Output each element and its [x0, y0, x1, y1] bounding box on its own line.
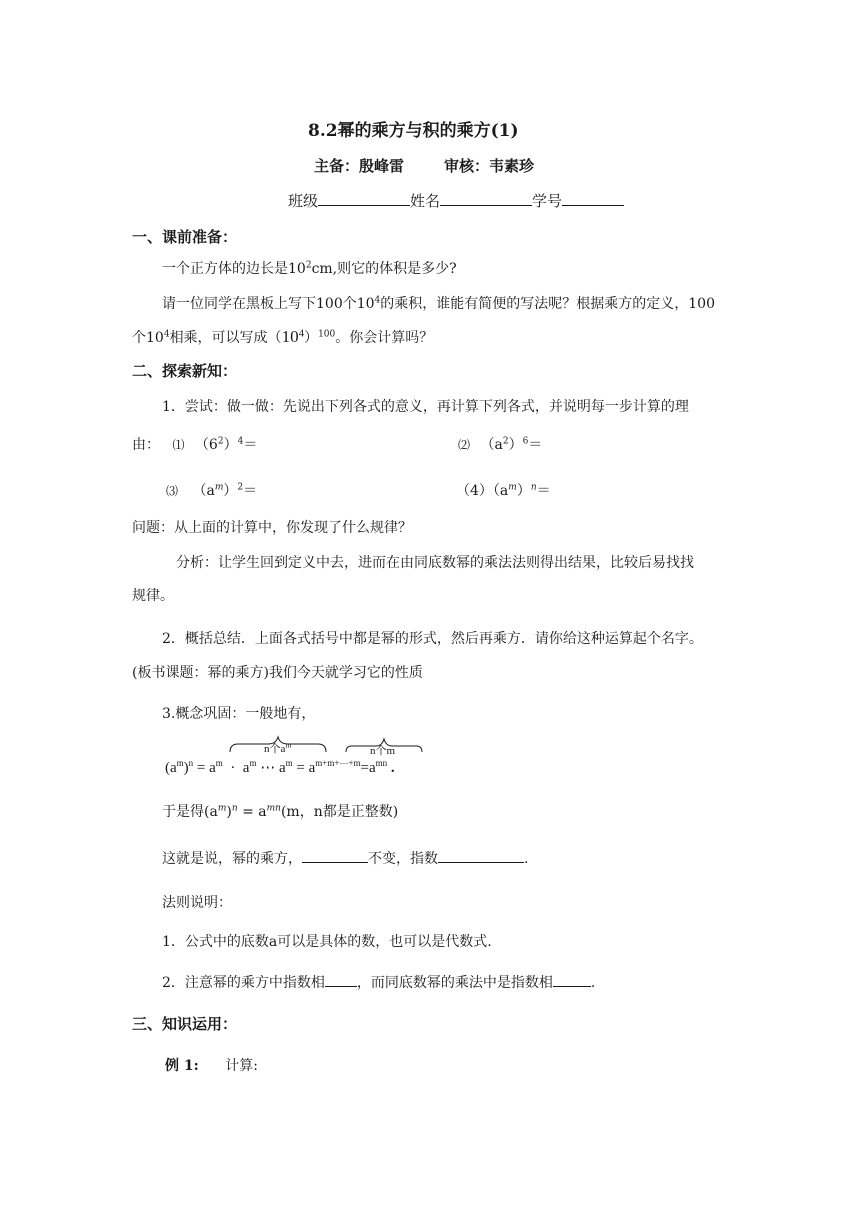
exercise-exponent: 2: [502, 436, 509, 447]
author-review: 审核：韦素珍: [444, 157, 535, 175]
prep-exponent: 2: [305, 260, 312, 271]
info-line: [288, 190, 624, 211]
analysis-line-1: 分析：让学生回到定义中去，进而在由同底数幂的乘法法则得出结果，比较后易找找: [176, 555, 694, 571]
prep-exponent: 100: [318, 329, 336, 340]
prep-text: 个10: [132, 330, 164, 346]
name-blank[interactable]: [440, 191, 532, 206]
analysis-line-2: 规律。: [132, 588, 174, 604]
saying-line: [162, 848, 528, 868]
exercise-expression: ）: [223, 437, 238, 453]
explore-item-2-line-2: (板书课题：幂的乘方)我们今天就学习它的性质: [132, 665, 423, 681]
therefore-exponent: mn: [266, 803, 281, 814]
exercise-exponent: 6: [522, 436, 529, 447]
add-blank[interactable]: [553, 972, 591, 987]
prep-exponent: 4: [374, 295, 381, 306]
multiply-blank[interactable]: [325, 972, 357, 987]
therefore-exponent: n: [231, 803, 238, 814]
section-heading-1: 一、课前准备：: [132, 228, 238, 246]
exercise-label: （4）: [456, 483, 493, 499]
prep-text: 。你会计算吗？: [335, 330, 434, 346]
class-label: 班级: [288, 192, 319, 210]
power-exponent: 4: [298, 327, 305, 340]
rule-title: 法则说明：: [162, 895, 232, 911]
exercise-2: [458, 434, 542, 454]
overbrace-left: [230, 737, 326, 752]
exercise-expression: ）: [223, 483, 238, 499]
power-base: 10: [281, 327, 299, 346]
exercise-row-1: [132, 434, 257, 454]
saying-text: 这就是说，幂的乘方，: [162, 851, 302, 867]
exercise-exponent: 2: [237, 482, 244, 493]
exercise-3: [166, 480, 257, 500]
explore-item-1: 1．尝试：做一做：先说出下列各式的意义，再计算下列各式，并说明每一步计算的理: [162, 399, 689, 415]
exercise-expression: （a: [492, 483, 509, 499]
exercise-label: ⑴: [172, 438, 185, 452]
section-heading-3: 三、知识运用：: [132, 1015, 238, 1033]
section-heading-2: 二、探索新知：: [132, 362, 238, 380]
therefore-text: ): [226, 804, 232, 820]
saying-text: .: [524, 851, 529, 867]
exercise-label: ⑵: [458, 438, 471, 452]
number-blank[interactable]: [562, 191, 624, 206]
exercise-expression: （a: [192, 483, 215, 499]
exponent-blank[interactable]: [438, 848, 524, 863]
base-blank[interactable]: [302, 848, 368, 863]
exercise-expression: （a: [480, 437, 503, 453]
exercise-expression: （6: [194, 437, 218, 453]
question-text: 问题：从上面的计算中，你发现了什么规律？: [132, 520, 412, 536]
exercise-exponent: m: [508, 482, 517, 493]
rule-text: ，而同底数幂的乘法中是指数相: [356, 975, 553, 991]
example-label: 例 1:: [165, 1058, 199, 1074]
exercise-exponent: 2: [217, 436, 224, 447]
exercise-4: [456, 480, 551, 500]
prep-paragraph-2: [162, 293, 715, 313]
overbrace-right: [346, 739, 422, 752]
exercise-expression: ）: [508, 437, 523, 453]
exercise-label: ⑶: [166, 484, 179, 498]
prep-text: ）: [304, 330, 319, 346]
brace-text: n个a: [264, 743, 286, 755]
therefore-exponent: m: [217, 803, 227, 814]
rule-text: 2．注意幂的乘方中指数相: [162, 975, 325, 991]
page-title: 8.2幂的乘方与积的乘方(1): [308, 121, 519, 141]
therefore-text: (m，n都是正整数): [280, 804, 399, 820]
exercise-equals: ＝: [243, 437, 258, 453]
exercise-exponent: m: [214, 482, 224, 493]
compute-label: 计算:: [225, 1058, 258, 1074]
brace-label-left: [264, 740, 292, 756]
exercise-exponent: n: [530, 482, 537, 493]
reason-label: 由：: [132, 437, 160, 453]
therefore-text: 于是得(a: [162, 804, 218, 820]
prep-paragraph-3: [132, 327, 433, 347]
number-label: 学号: [532, 192, 563, 210]
rule-2: [162, 972, 595, 992]
name-label: 姓名: [410, 192, 441, 210]
class-blank[interactable]: [318, 191, 410, 206]
therefore-line: [162, 801, 398, 821]
brace-label-right: n个m: [370, 745, 396, 757]
prep-text: 的乘积，谁能有简便的写法呢？根据乘方的定义，100: [380, 296, 716, 312]
brace-exponent: m: [285, 740, 292, 750]
author-main: 主备：殷峰雷: [314, 157, 405, 175]
explore-item-3: 3.概念巩固：一般地有，: [162, 706, 316, 722]
rule-text: .: [590, 975, 596, 991]
exercise-exponent: 4: [237, 436, 244, 447]
example-line: [165, 1055, 258, 1075]
exercise-equals: ＝: [243, 483, 258, 499]
prep-text: 相乘，可以写成（: [169, 330, 282, 346]
rule-1: 1．公式中的底数a可以是具体的数，也可以是代数式.: [162, 934, 492, 950]
prep-text: 一个正方体的边长是10: [162, 261, 306, 277]
exercise-equals: ＝: [528, 437, 543, 453]
explore-item-2-line-1: 2．概括总结．上面各式括号中都是幂的形式，然后再乘方．请你给这种运算起个名字。: [162, 631, 703, 647]
exercise-expression: ）: [516, 483, 531, 499]
exercise-equals: ＝: [536, 483, 551, 499]
prep-exponent: 4: [163, 329, 170, 340]
prep-paragraph-1: [162, 258, 457, 278]
therefore-text: = a: [237, 804, 267, 820]
prep-text: 请一位同学在黑板上写下100个10: [162, 296, 375, 312]
prep-text: cm,则它的体积是多少?: [311, 261, 457, 277]
saying-text: 不变，指数: [368, 851, 438, 867]
formula-expression: $(a^m)^n = a^m \cdot a^m$ ⋯ $a^m = a^{m+m+\cdots+m}=a^{mn}$ .: [165, 758, 395, 776]
